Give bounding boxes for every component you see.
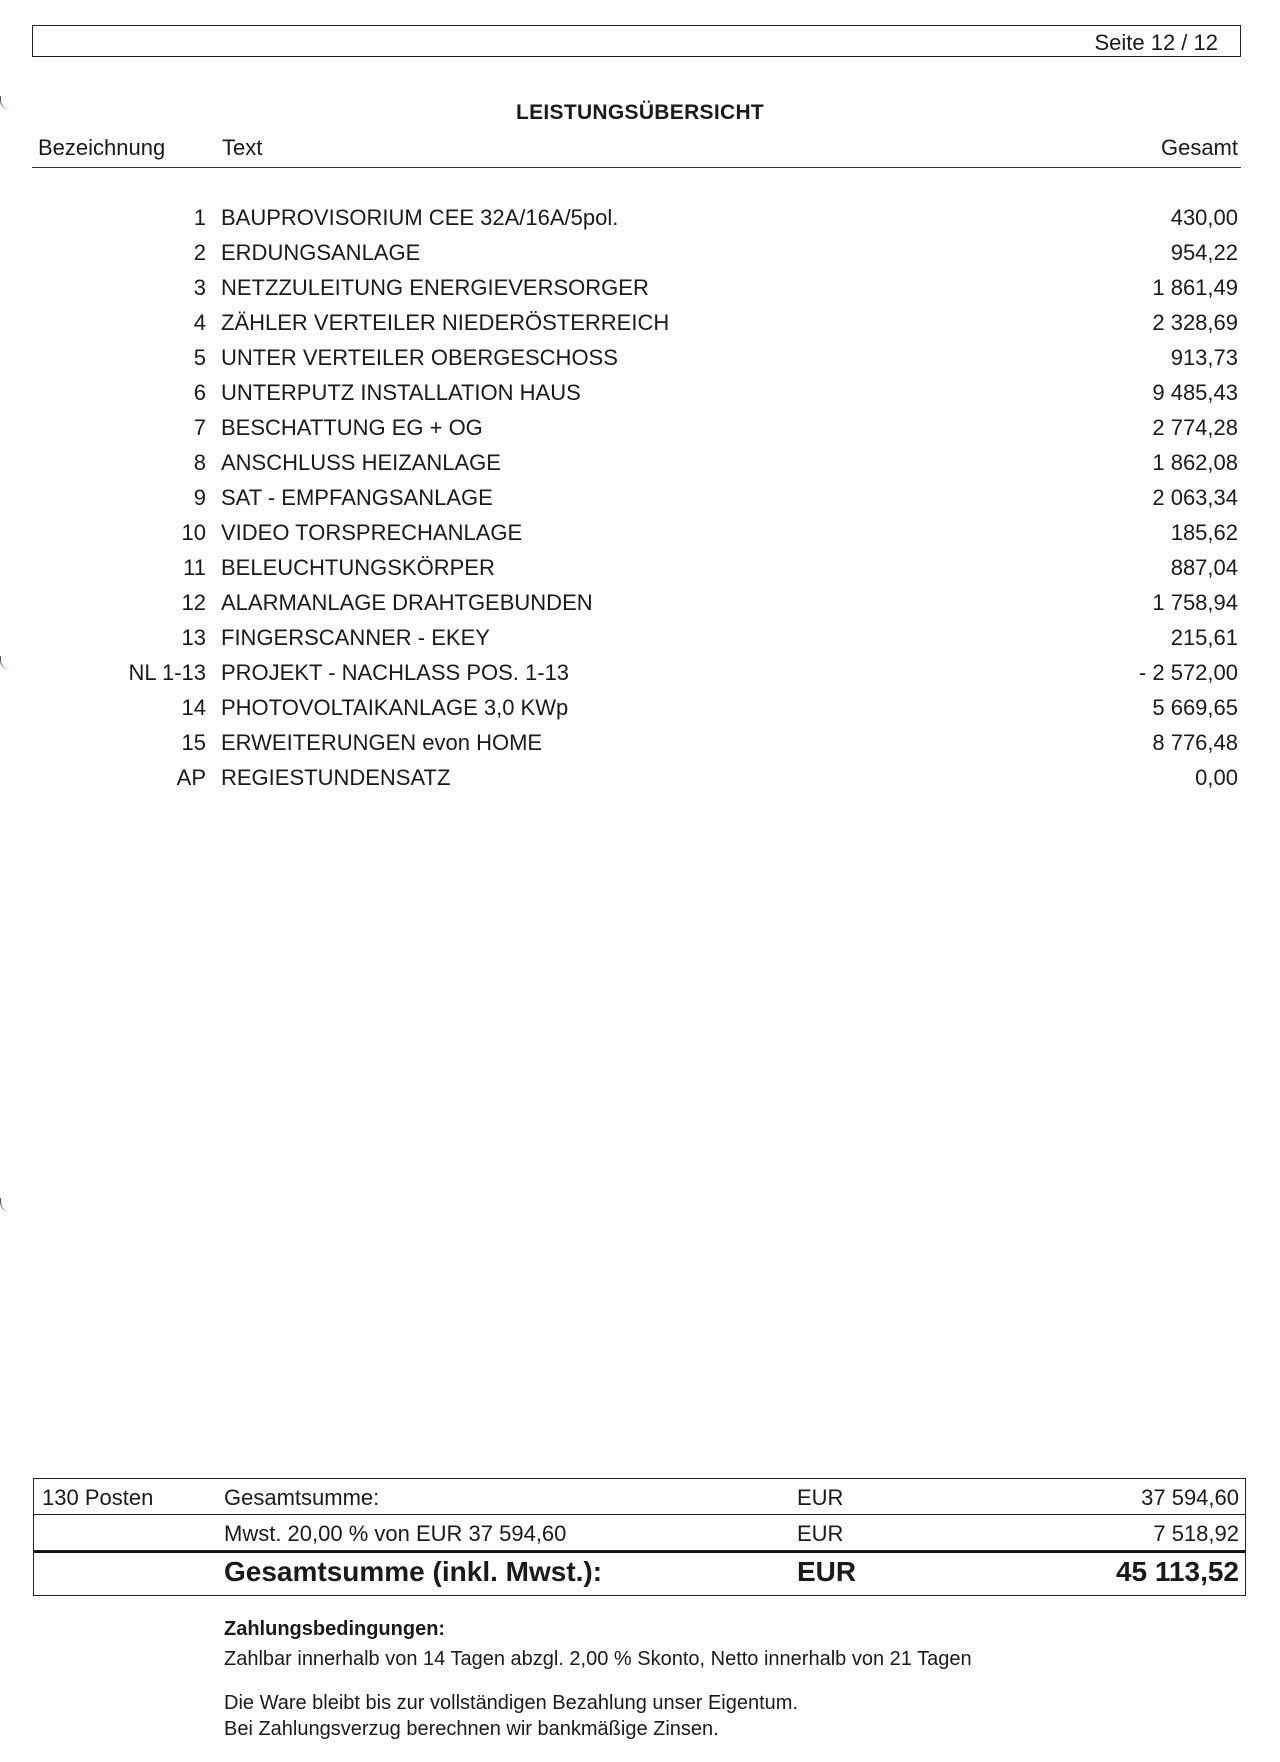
document-title: LEISTUNGSÜBERSICHT	[515, 101, 765, 124]
item-description: PROJEKT - NACHLASS POS. 1-13	[221, 660, 570, 685]
item-description: ANSCHLUSS HEIZANLAGE	[221, 450, 501, 475]
item-description: UNTER VERTEILER OBERGESCHOSS	[221, 345, 618, 370]
list-item	[0, 625, 1280, 660]
item-position: 11	[183, 555, 206, 580]
gross-total-label: Gesamtsumme (inkl. Mwst.):	[224, 1556, 603, 1587]
list-item	[0, 765, 1280, 800]
list-item	[0, 380, 1280, 415]
ownership-notice: Die Ware bleibt bis zur vollständigen Bezahlung unser Eigentum.	[224, 1692, 799, 1714]
item-position: 4	[193, 310, 206, 335]
item-amount: 430,00	[1170, 205, 1238, 230]
item-description: BAUPROVISORIUM CEE 32A/16A/5pol.	[221, 205, 619, 230]
vat-label: Mwst. 20,00 % von EUR 37 594,60	[224, 1521, 567, 1546]
item-amount: 1 862,08	[1152, 450, 1238, 475]
net-total-label: Gesamtsumme:	[224, 1485, 380, 1510]
item-amount: 1 758,94	[1152, 590, 1238, 615]
payment-terms-clip	[0, 1640, 1085, 1680]
item-amount: - 2 572,00	[1138, 660, 1238, 685]
item-description: ALARMANLAGE DRAHTGEBUNDEN	[221, 590, 593, 615]
item-amount: 0,00	[1195, 765, 1238, 790]
totals-box	[33, 1478, 1246, 1596]
item-amount: 215,61	[1170, 625, 1238, 650]
list-item	[0, 450, 1280, 485]
scan-margin-mark	[0, 1198, 11, 1212]
item-amount: 185,62	[1170, 520, 1238, 545]
list-item	[0, 240, 1280, 275]
item-description: ZÄHLER VERTEILER NIEDERÖSTERREICH	[221, 310, 670, 335]
item-amount: 2 774,28	[1152, 415, 1238, 440]
item-position: 9	[193, 485, 206, 510]
item-description: ERWEITERUNGEN evon HOME	[221, 730, 543, 755]
item-position: NL 1-13	[128, 660, 206, 685]
item-list	[0, 205, 1280, 800]
item-amount: 1 861,49	[1152, 275, 1238, 300]
payment-terms-heading: Zahlungsbedingungen:	[224, 1618, 446, 1640]
vat-amount: 7 518,92	[1153, 1521, 1239, 1546]
item-description: ERDUNGSANLAGE	[221, 240, 421, 265]
list-item	[0, 660, 1280, 695]
item-position: 14	[181, 695, 206, 720]
item-amount: 913,73	[1170, 345, 1238, 370]
item-amount: 954,22	[1170, 240, 1238, 265]
item-count: 130 Posten	[42, 1485, 154, 1510]
page-number: Seite 12 / 12	[1094, 30, 1218, 55]
item-description: UNTERPUTZ INSTALLATION HAUS	[221, 380, 581, 405]
list-item	[0, 590, 1280, 625]
item-description: PHOTOVOLTAIKANLAGE 3,0 KWp	[221, 695, 569, 720]
item-amount: 8 776,48	[1152, 730, 1238, 755]
column-header-gesamt: Gesamt	[1160, 135, 1238, 160]
net-total-row	[34, 1479, 1245, 1515]
payment-terms-line: Zahlbar innerhalb von 14 Tagen abzgl. 2,00 % Skonto, Netto innerhalb von 21 Tagen	[224, 1648, 972, 1670]
item-description: VIDEO TORSPRECHANLAGE	[221, 520, 523, 545]
item-description: FINGERSCANNER - EKEY	[221, 625, 490, 650]
list-item	[0, 345, 1280, 380]
item-amount: 2 328,69	[1152, 310, 1238, 335]
list-item	[0, 485, 1280, 520]
item-description: REGIESTUNDENSATZ	[221, 765, 451, 790]
list-item	[0, 695, 1280, 730]
vat-currency: EUR	[797, 1521, 844, 1546]
item-amount: 5 669,65	[1152, 695, 1238, 720]
vat-row	[34, 1515, 1245, 1551]
list-item	[0, 275, 1280, 310]
item-position: 5	[193, 345, 206, 370]
item-description: BELEUCHTUNGSKÖRPER	[221, 555, 495, 580]
list-item	[0, 730, 1280, 765]
gross-total-row	[34, 1551, 1245, 1595]
list-item	[0, 555, 1280, 590]
item-amount: 9 485,43	[1152, 380, 1238, 405]
item-position: 7	[193, 415, 206, 440]
column-header-text: Text	[222, 135, 263, 160]
list-item	[0, 520, 1280, 555]
item-position: AP	[176, 765, 206, 790]
list-item	[0, 205, 1280, 240]
item-description: SAT - EMPFANGSANLAGE	[221, 485, 493, 510]
item-position: 1	[193, 205, 206, 230]
gross-total-currency: EUR	[797, 1556, 857, 1587]
item-description: NETZZULEITUNG ENERGIEVERSORGER	[221, 275, 649, 300]
item-position: 12	[181, 590, 206, 615]
item-position: 6	[193, 380, 206, 405]
item-amount: 2 063,34	[1152, 485, 1238, 510]
list-item	[0, 415, 1280, 450]
page-header-box	[32, 25, 1241, 57]
item-position: 15	[181, 730, 206, 755]
header-divider	[32, 167, 1241, 168]
item-position: 3	[193, 275, 206, 300]
item-position: 13	[181, 625, 206, 650]
net-total-currency: EUR	[797, 1485, 844, 1510]
item-position: 10	[181, 520, 206, 545]
late-payment-notice: Bei Zahlungsverzug berechnen wir bankmäßige Zinsen.	[224, 1718, 719, 1740]
net-total-amount: 37 594,60	[1141, 1485, 1239, 1510]
column-header-bezeichnung: Bezeichnung	[38, 135, 166, 160]
item-amount: 887,04	[1170, 555, 1238, 580]
item-description: BESCHATTUNG EG + OG	[221, 415, 483, 440]
item-position: 8	[193, 450, 206, 475]
list-item	[0, 310, 1280, 345]
item-position: 2	[193, 240, 206, 265]
gross-total-amount: 45 113,52	[1115, 1556, 1239, 1587]
